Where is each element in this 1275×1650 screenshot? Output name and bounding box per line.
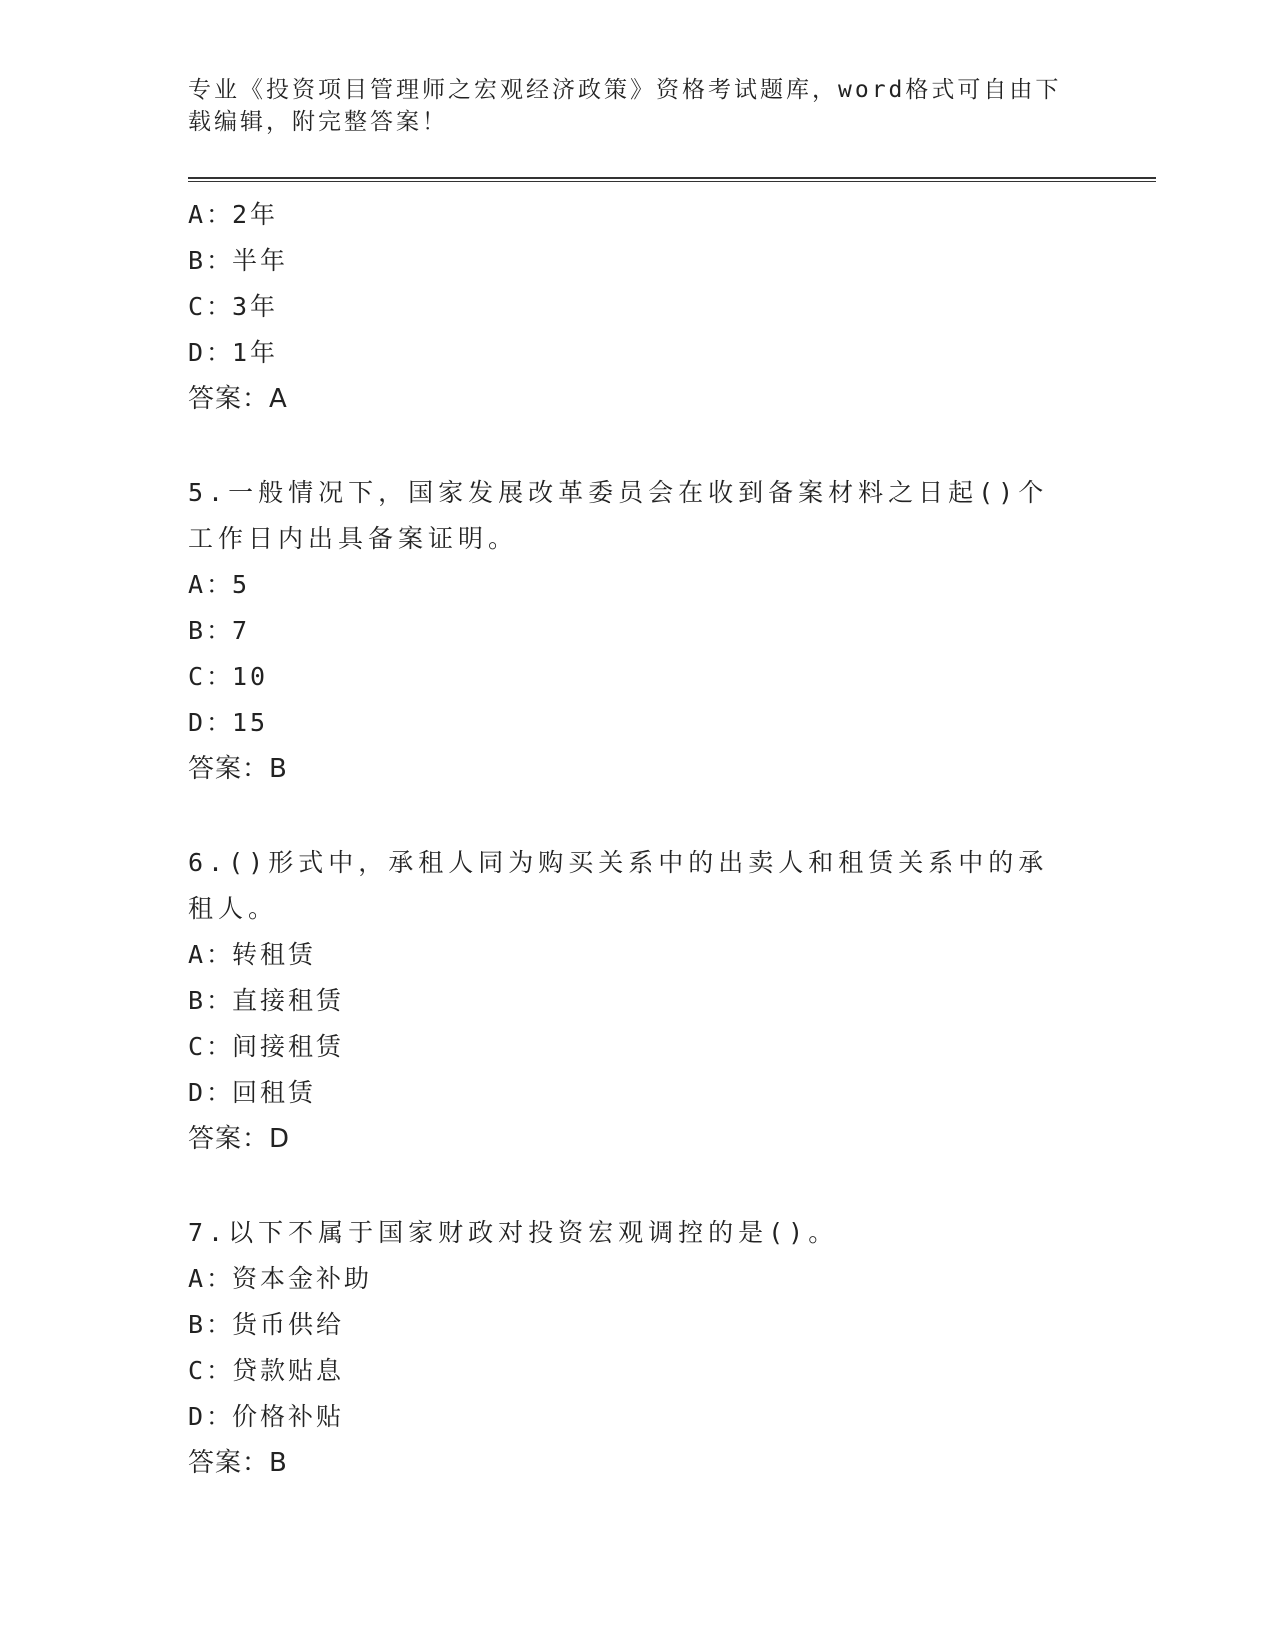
option-d [188, 330, 1088, 376]
option-letter: C： [188, 1032, 235, 1061]
option-letter: C： [188, 1356, 235, 1385]
question-5 [188, 470, 1088, 792]
option-b [188, 978, 1088, 1024]
option-letter: D： [188, 708, 235, 737]
option-a [188, 1256, 1088, 1302]
answer-label: 答案： [188, 754, 270, 784]
option-letter: A： [188, 940, 235, 969]
option-a [188, 192, 1088, 238]
option-d [188, 700, 1088, 746]
header-divider [188, 177, 1156, 182]
option-b [188, 608, 1088, 654]
option-text: 7 [232, 616, 251, 645]
option-letter: B： [188, 246, 235, 275]
option-letter: A： [188, 570, 235, 599]
option-text: 2年 [232, 200, 279, 229]
option-letter: D： [188, 338, 235, 367]
answer-label: 答案： [188, 1124, 270, 1154]
question-7 [188, 1210, 1088, 1486]
document-header: 专业《投资项目管理师之宏观经济政策》资格考试题库，word格式可自由下载编辑，附完整答案！ [188, 77, 1062, 135]
option-text: 1年 [232, 338, 279, 367]
option-c [188, 1348, 1088, 1394]
option-letter: B： [188, 1310, 235, 1339]
question-6 [188, 840, 1088, 1162]
option-letter: B： [188, 616, 235, 645]
option-letter: D： [188, 1078, 235, 1107]
option-b [188, 1302, 1088, 1348]
option-text: 15 [232, 708, 269, 737]
option-text: 间接租赁 [232, 1032, 345, 1061]
answer-label: 答案： [188, 1448, 270, 1478]
document-body [188, 192, 1088, 1486]
question-4-partial [188, 192, 1088, 422]
option-letter: A： [188, 1264, 235, 1293]
option-b [188, 238, 1088, 284]
answer-line [188, 1440, 1088, 1486]
answer-value: B [269, 754, 288, 784]
option-a [188, 932, 1088, 978]
answer-line [188, 746, 1088, 792]
question-text: 5.一般情况下，国家发展改革委员会在收到备案材料之日起()个工作日内出具备案证明。 [188, 478, 1049, 553]
option-d [188, 1394, 1088, 1440]
option-c [188, 284, 1088, 330]
option-letter: A： [188, 200, 235, 229]
option-c [188, 654, 1088, 700]
option-text: 回租赁 [232, 1078, 317, 1107]
answer-value: B [269, 1448, 288, 1478]
option-a [188, 562, 1088, 608]
option-text: 转租赁 [232, 940, 317, 969]
option-letter: D： [188, 1402, 235, 1431]
option-text: 5 [232, 570, 251, 599]
option-c [188, 1024, 1088, 1070]
option-text: 3年 [232, 292, 279, 321]
option-text: 价格补贴 [232, 1402, 345, 1431]
option-letter: B： [188, 986, 235, 1015]
answer-label: 答案： [188, 384, 270, 414]
answer-value: D [269, 1124, 291, 1154]
option-text: 10 [232, 662, 269, 691]
option-text: 贷款贴息 [232, 1356, 345, 1385]
option-letter: C： [188, 662, 235, 691]
answer-value: A [269, 384, 288, 414]
option-text: 货币供给 [232, 1310, 345, 1339]
question-text: 6.()形式中，承租人同为购买关系中的出卖人和租赁关系中的承租人。 [188, 848, 1049, 923]
option-text: 半年 [232, 246, 289, 275]
option-text: 直接租赁 [232, 986, 345, 1015]
answer-line [188, 376, 1088, 422]
option-d [188, 1070, 1088, 1116]
option-letter: C： [188, 292, 235, 321]
question-text: 7.以下不属于国家财政对投资宏观调控的是()。 [188, 1218, 839, 1247]
option-text: 资本金补助 [232, 1264, 373, 1293]
answer-line [188, 1116, 1088, 1162]
